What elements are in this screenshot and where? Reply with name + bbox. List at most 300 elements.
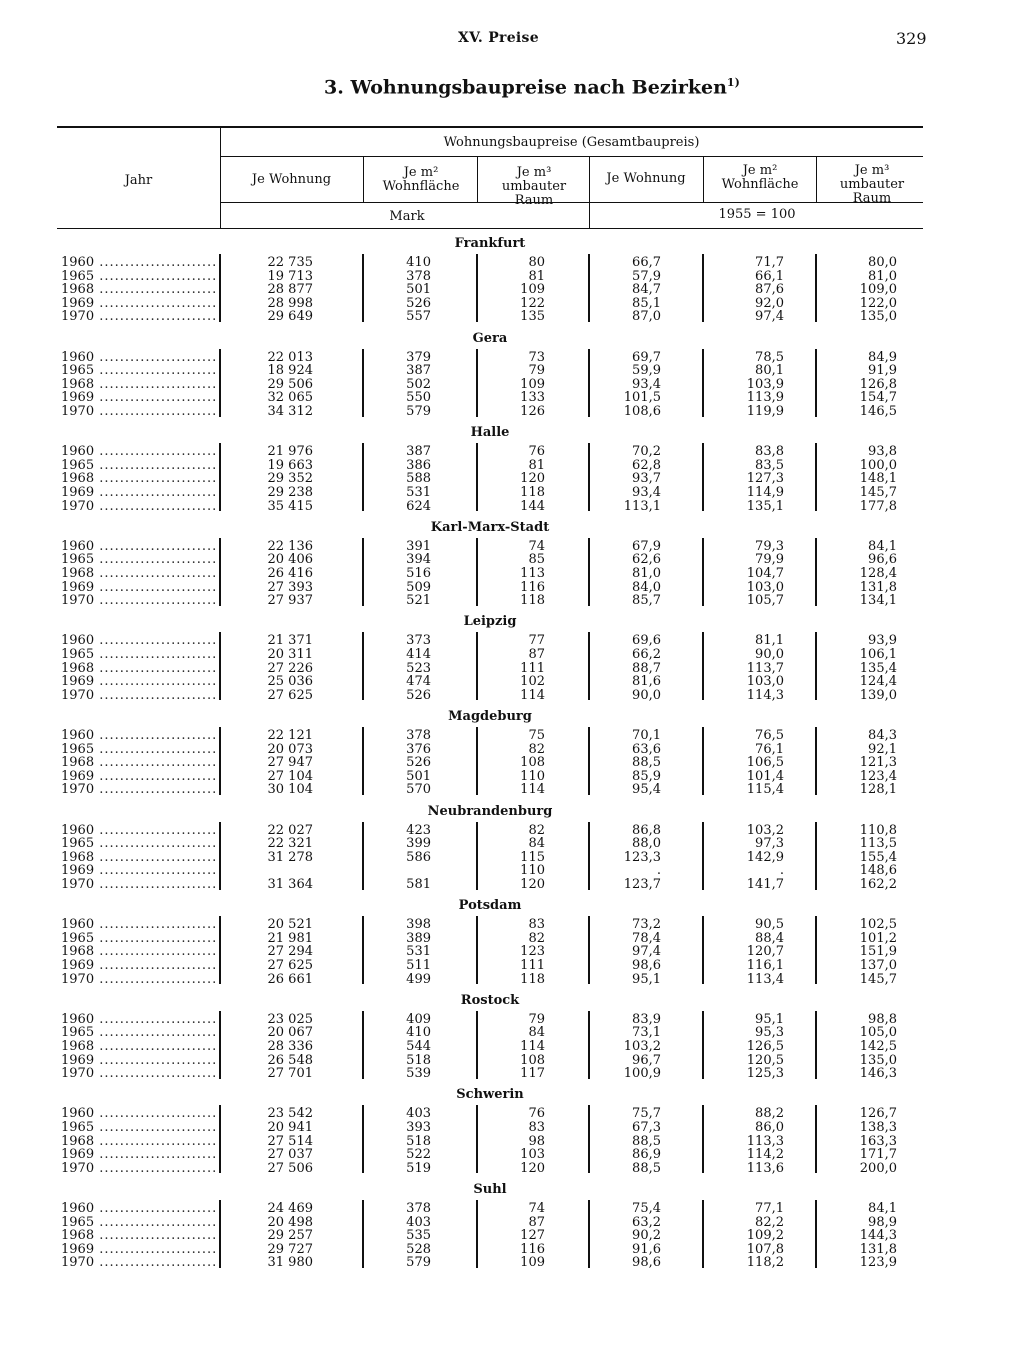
value-cell: 70,2 bbox=[632, 444, 661, 460]
value-cell: 87,6 bbox=[755, 282, 784, 298]
value-cell: 93,4 bbox=[632, 376, 661, 392]
value-cell: 87,0 bbox=[632, 309, 661, 325]
table-row bbox=[57, 378, 923, 392]
header-je-wohnung: Je Wohnung bbox=[251, 172, 332, 187]
value-cell: 67,9 bbox=[632, 538, 661, 554]
table-row bbox=[57, 1013, 923, 1027]
value-cell: 90,0 bbox=[755, 646, 784, 662]
value-cell: 105,0 bbox=[859, 1025, 897, 1041]
value-cell: 22 321 bbox=[267, 836, 313, 852]
value-cell: 75,4 bbox=[632, 1201, 661, 1216]
value-cell: 84,7 bbox=[632, 282, 661, 298]
value-cell: 107,8 bbox=[746, 1241, 784, 1257]
value-cell: 113 bbox=[520, 565, 545, 581]
value-cell: 91,6 bbox=[632, 1241, 661, 1257]
header-vline-6 bbox=[816, 156, 817, 202]
value-cell: 18 924 bbox=[267, 363, 313, 379]
value-cell: 87 bbox=[528, 1214, 545, 1230]
value-cell: 78,4 bbox=[632, 930, 661, 946]
value-cell: 66,7 bbox=[632, 255, 661, 270]
year-cell: 1970 ..... bbox=[61, 1162, 216, 1176]
year-cell: 1960 ..... bbox=[61, 824, 216, 838]
value-cell: 84,1 bbox=[868, 538, 897, 554]
value-cell: 23 025 bbox=[267, 1011, 313, 1027]
value-cell: 162,2 bbox=[859, 876, 897, 892]
value-cell: 103,0 bbox=[746, 579, 784, 595]
group-header-rule bbox=[220, 156, 923, 157]
value-cell: 144,3 bbox=[859, 1228, 897, 1244]
value-cell: 579 bbox=[406, 403, 431, 419]
value-cell: 118 bbox=[520, 971, 545, 987]
value-cell: 118 bbox=[520, 593, 545, 609]
value-cell: 88,4 bbox=[755, 930, 784, 946]
value-cell: 115 bbox=[520, 849, 545, 865]
value-cell: 501 bbox=[406, 282, 431, 298]
value-cell: 501 bbox=[406, 768, 431, 784]
value-cell: 100,9 bbox=[623, 1066, 661, 1082]
table-row bbox=[57, 662, 923, 676]
year-cell: 1968 ..... bbox=[61, 283, 216, 297]
table-row bbox=[57, 973, 923, 987]
value-cell: 93,4 bbox=[632, 484, 661, 500]
year-cell: 1968 ..... bbox=[61, 378, 216, 392]
year-cell: 1970 ..... bbox=[61, 1256, 216, 1270]
year-cell: 1969 ..... bbox=[61, 581, 216, 595]
value-cell: 20 941 bbox=[267, 1119, 313, 1135]
value-cell: 27 701 bbox=[267, 1066, 313, 1082]
value-cell: 135,0 bbox=[859, 309, 897, 325]
value-cell: 121,3 bbox=[859, 755, 897, 771]
table-row bbox=[57, 1148, 923, 1162]
district-heading: Suhl bbox=[473, 1182, 507, 1197]
table-row bbox=[57, 648, 923, 662]
value-cell: 70,1 bbox=[632, 728, 661, 743]
table-row bbox=[57, 1121, 923, 1135]
value-cell: 77,1 bbox=[755, 1201, 784, 1216]
value-cell: 142,5 bbox=[859, 1038, 897, 1054]
year-cell: 1960 ..... bbox=[61, 351, 216, 365]
value-cell: 557 bbox=[406, 309, 431, 325]
value-cell: 79 bbox=[528, 1011, 545, 1027]
value-cell: 78,5 bbox=[755, 349, 784, 365]
value-cell: 122,0 bbox=[859, 295, 897, 311]
value-cell: 82,2 bbox=[755, 1214, 784, 1230]
value-cell: 544 bbox=[406, 1038, 431, 1054]
value-cell: 523 bbox=[406, 660, 431, 676]
year-cell: 1965 ..... bbox=[61, 932, 216, 946]
table-row bbox=[57, 1040, 923, 1054]
value-cell: 171,7 bbox=[859, 1147, 897, 1163]
district-section bbox=[57, 331, 923, 427]
value-cell: 20 067 bbox=[267, 1025, 313, 1041]
value-cell: 128,4 bbox=[859, 565, 897, 581]
table-row bbox=[57, 634, 923, 648]
table-row bbox=[57, 297, 923, 311]
value-cell: 154,7 bbox=[859, 390, 897, 406]
value-cell: 27 506 bbox=[267, 1160, 313, 1176]
value-cell: 102,5 bbox=[859, 917, 897, 933]
value-cell: 526 bbox=[406, 755, 431, 771]
district-section bbox=[57, 804, 923, 900]
year-cell: 1960 ..... bbox=[61, 445, 216, 459]
value-cell: 114 bbox=[520, 782, 545, 798]
value-cell: 20 073 bbox=[267, 741, 313, 757]
table-title-text: 3. Wohnungsbaupreise nach Bezirken bbox=[324, 76, 727, 99]
value-cell: . bbox=[779, 863, 784, 879]
header-vline-2 bbox=[363, 156, 364, 202]
value-cell: 85,1 bbox=[632, 295, 661, 311]
value-cell: 79,9 bbox=[755, 552, 784, 568]
district-section bbox=[57, 898, 923, 994]
value-cell: 93,9 bbox=[868, 633, 897, 649]
year-cell: 1960 ..... bbox=[61, 918, 216, 932]
value-cell: 29 257 bbox=[267, 1228, 313, 1244]
value-cell: 69,7 bbox=[632, 349, 661, 365]
value-cell: 27 226 bbox=[267, 660, 313, 676]
district-section bbox=[57, 1182, 923, 1278]
table-row bbox=[57, 878, 923, 892]
district-heading: Rostock bbox=[460, 992, 520, 1008]
value-cell: 76,1 bbox=[755, 741, 784, 757]
value-cell: 114 bbox=[520, 687, 545, 703]
value-cell: 103,9 bbox=[746, 376, 784, 392]
value-cell: 20 406 bbox=[267, 552, 313, 568]
year-cell: 1965 ..... bbox=[61, 364, 216, 378]
value-cell: 19 663 bbox=[267, 457, 313, 473]
value-cell: 539 bbox=[406, 1066, 431, 1082]
year-cell: 1970 ..... bbox=[61, 405, 216, 419]
value-cell: 81 bbox=[528, 457, 545, 473]
table-row bbox=[57, 1162, 923, 1176]
value-cell: 108,6 bbox=[623, 403, 661, 419]
value-cell: 26 548 bbox=[267, 1052, 313, 1068]
value-cell: 83 bbox=[528, 1119, 545, 1135]
value-cell: 98,6 bbox=[632, 957, 661, 973]
table-row bbox=[57, 864, 923, 878]
value-cell: 90,2 bbox=[632, 1228, 661, 1244]
value-cell: 123,4 bbox=[859, 768, 897, 784]
value-cell: 123,9 bbox=[859, 1255, 897, 1271]
value-cell: 74 bbox=[528, 538, 545, 554]
header-bottom-rule bbox=[57, 228, 923, 229]
value-cell: 110 bbox=[520, 768, 545, 784]
value-cell: 84,3 bbox=[868, 728, 897, 743]
value-cell: 63,6 bbox=[632, 741, 661, 757]
value-cell: 531 bbox=[406, 484, 431, 500]
table-row bbox=[57, 256, 923, 270]
year-cell: 1970 ..... bbox=[61, 500, 216, 514]
value-cell: 27 514 bbox=[267, 1133, 313, 1149]
value-cell: 81,1 bbox=[755, 633, 784, 649]
value-cell: 123 bbox=[520, 944, 545, 960]
value-cell: 98,8 bbox=[868, 1011, 897, 1027]
value-cell: 29 352 bbox=[267, 471, 313, 487]
value-cell: 126,5 bbox=[746, 1038, 784, 1054]
value-cell: 84,1 bbox=[868, 1201, 897, 1216]
district-section bbox=[57, 614, 923, 710]
district-section bbox=[57, 520, 923, 616]
value-cell: 59,9 bbox=[632, 363, 661, 379]
value-cell: 95,1 bbox=[632, 971, 661, 987]
value-cell: 376 bbox=[406, 741, 431, 757]
value-cell: 151,9 bbox=[859, 944, 897, 960]
header-je-m3-index: Je m³ umbauter Raum bbox=[839, 163, 905, 206]
value-cell: 124,4 bbox=[859, 674, 897, 690]
district-section bbox=[57, 425, 923, 521]
value-cell: 75 bbox=[528, 728, 545, 743]
value-cell: 139,0 bbox=[859, 687, 897, 703]
table-row bbox=[57, 756, 923, 770]
value-cell: 84,0 bbox=[632, 579, 661, 595]
value-cell: 111 bbox=[520, 660, 545, 676]
table-row bbox=[57, 675, 923, 689]
value-cell: 82 bbox=[528, 822, 545, 838]
value-cell: 118,2 bbox=[746, 1255, 784, 1271]
year-cell: 1965 ..... bbox=[61, 1216, 216, 1230]
table-row bbox=[57, 1243, 923, 1257]
value-cell: 550 bbox=[406, 390, 431, 406]
value-cell: 27 104 bbox=[267, 768, 313, 784]
year-cell: 1968 ..... bbox=[61, 851, 216, 865]
table-row bbox=[57, 770, 923, 784]
value-cell: 414 bbox=[406, 646, 431, 662]
value-cell: 113,9 bbox=[746, 390, 784, 406]
value-cell: 145,7 bbox=[859, 971, 897, 987]
value-cell: 113,4 bbox=[746, 971, 784, 987]
year-cell: 1970 ..... bbox=[61, 783, 216, 797]
value-cell: 144 bbox=[520, 498, 545, 514]
value-cell: 91,9 bbox=[868, 363, 897, 379]
value-cell: 96,7 bbox=[632, 1052, 661, 1068]
year-cell: 1965 ..... bbox=[61, 648, 216, 662]
value-cell: 67,3 bbox=[632, 1119, 661, 1135]
year-cell: 1960 ..... bbox=[61, 634, 216, 648]
value-cell: 29 649 bbox=[267, 309, 313, 325]
table-row bbox=[57, 405, 923, 419]
table-row bbox=[57, 1054, 923, 1068]
value-cell: 116 bbox=[520, 1241, 545, 1257]
value-cell: 80,0 bbox=[868, 255, 897, 270]
table-row bbox=[57, 364, 923, 378]
year-cell: 1970 ..... bbox=[61, 689, 216, 703]
value-cell: 409 bbox=[406, 1011, 431, 1027]
value-cell: 28 877 bbox=[267, 282, 313, 298]
value-cell: 570 bbox=[406, 782, 431, 798]
value-cell: 104,7 bbox=[746, 565, 784, 581]
value-cell: 76,5 bbox=[755, 728, 784, 743]
value-cell: 103 bbox=[520, 1147, 545, 1163]
year-cell: 1968 ..... bbox=[61, 567, 216, 581]
value-cell: 73,1 bbox=[632, 1025, 661, 1041]
table-row bbox=[57, 743, 923, 757]
value-cell: 27 294 bbox=[267, 944, 313, 960]
value-cell: 22 121 bbox=[267, 728, 313, 743]
header-vline-5 bbox=[703, 156, 704, 202]
district-section bbox=[57, 236, 923, 332]
value-cell: 81 bbox=[528, 268, 545, 284]
value-cell: 105,7 bbox=[746, 593, 784, 609]
district-heading: Frankfurt bbox=[454, 236, 526, 251]
table-row bbox=[57, 1229, 923, 1243]
value-cell: 83,8 bbox=[755, 444, 784, 460]
value-cell: 34 312 bbox=[267, 403, 313, 419]
value-cell: 120,7 bbox=[746, 944, 784, 960]
table-row bbox=[57, 351, 923, 365]
value-cell: 120 bbox=[520, 1160, 545, 1176]
value-cell: 113,1 bbox=[623, 498, 661, 514]
value-cell: 22 027 bbox=[267, 822, 313, 838]
table-row bbox=[57, 689, 923, 703]
running-head: XV. Preise bbox=[458, 30, 539, 46]
year-cell: 1969 ..... bbox=[61, 770, 216, 784]
value-cell: 21 976 bbox=[267, 444, 313, 460]
year-cell: 1969 ..... bbox=[61, 675, 216, 689]
value-cell: 135,1 bbox=[746, 498, 784, 514]
value-cell: 119,9 bbox=[746, 403, 784, 419]
value-cell: 146,5 bbox=[859, 403, 897, 419]
year-cell: 1968 ..... bbox=[61, 945, 216, 959]
value-cell: 97,4 bbox=[755, 309, 784, 325]
value-cell: 110 bbox=[520, 863, 545, 879]
value-cell: 57,9 bbox=[632, 268, 661, 284]
year-cell: 1968 ..... bbox=[61, 1135, 216, 1149]
value-cell: 410 bbox=[406, 1025, 431, 1041]
year-cell: 1960 ..... bbox=[61, 1202, 216, 1216]
value-cell: 62,6 bbox=[632, 552, 661, 568]
value-cell: 25 036 bbox=[267, 674, 313, 690]
value-cell: 62,8 bbox=[632, 457, 661, 473]
value-cell: 98,9 bbox=[868, 1214, 897, 1230]
value-cell: 103,0 bbox=[746, 674, 784, 690]
value-cell: 403 bbox=[406, 1214, 431, 1230]
value-cell: 21 981 bbox=[267, 930, 313, 946]
year-cell: 1970 ..... bbox=[61, 1067, 216, 1081]
table-top-rule bbox=[57, 126, 923, 128]
value-cell: 114 bbox=[520, 1038, 545, 1054]
value-cell: 80,1 bbox=[755, 363, 784, 379]
table-row bbox=[57, 459, 923, 473]
value-cell: 85,7 bbox=[632, 593, 661, 609]
value-cell: 26 661 bbox=[267, 971, 313, 987]
value-cell: 126,8 bbox=[859, 376, 897, 392]
value-cell: 120,5 bbox=[746, 1052, 784, 1068]
value-cell: 509 bbox=[406, 579, 431, 595]
table-row bbox=[57, 500, 923, 514]
value-cell: 126 bbox=[520, 403, 545, 419]
table-row bbox=[57, 959, 923, 973]
value-cell: 526 bbox=[406, 295, 431, 311]
value-cell: 114,2 bbox=[746, 1147, 784, 1163]
year-cell: 1968 ..... bbox=[61, 1229, 216, 1243]
value-cell: 108 bbox=[520, 755, 545, 771]
value-cell: 531 bbox=[406, 944, 431, 960]
value-cell: 111 bbox=[520, 957, 545, 973]
table-row bbox=[57, 270, 923, 284]
value-cell: 103,2 bbox=[746, 822, 784, 838]
value-cell: 148,1 bbox=[859, 471, 897, 487]
value-cell: 88,2 bbox=[755, 1106, 784, 1122]
value-cell: 135 bbox=[520, 309, 545, 325]
year-cell: 1970 ..... bbox=[61, 878, 216, 892]
value-cell: 63,2 bbox=[632, 1214, 661, 1230]
value-cell: 115,4 bbox=[746, 782, 784, 798]
value-cell: 85,9 bbox=[632, 768, 661, 784]
value-cell: 125,3 bbox=[746, 1066, 784, 1082]
year-cell: 1960 ..... bbox=[61, 729, 216, 743]
value-cell: 581 bbox=[406, 876, 431, 892]
value-cell: 77 bbox=[528, 633, 545, 649]
value-cell: 101,2 bbox=[859, 930, 897, 946]
value-cell: 87 bbox=[528, 646, 545, 662]
value-cell: 624 bbox=[406, 498, 431, 514]
district-heading: Leipzig bbox=[463, 614, 517, 630]
value-cell: 79 bbox=[528, 363, 545, 379]
year-cell: 1969 ..... bbox=[61, 486, 216, 500]
value-cell: 102 bbox=[520, 674, 545, 690]
value-cell: 103,2 bbox=[623, 1038, 661, 1054]
year-cell: 1969 ..... bbox=[61, 959, 216, 973]
value-cell: 83,5 bbox=[755, 457, 784, 473]
value-cell: 26 416 bbox=[267, 565, 313, 581]
value-cell: 66,1 bbox=[755, 268, 784, 284]
value-cell: 106,5 bbox=[746, 755, 784, 771]
value-cell: 128,1 bbox=[859, 782, 897, 798]
value-cell: 109,2 bbox=[746, 1228, 784, 1244]
header-je-m2-index: Je m² Wohnfläche bbox=[721, 163, 799, 192]
value-cell: 98 bbox=[528, 1133, 545, 1149]
district-section bbox=[57, 1087, 923, 1183]
year-cell: 1968 ..... bbox=[61, 472, 216, 486]
value-cell: 586 bbox=[406, 849, 431, 865]
value-cell: 31 980 bbox=[267, 1255, 313, 1271]
table-row bbox=[57, 283, 923, 297]
district-heading: Gera bbox=[472, 330, 508, 346]
value-cell: 95,3 bbox=[755, 1025, 784, 1041]
value-cell: 76 bbox=[528, 444, 545, 460]
year-cell: 1970 ..... bbox=[61, 310, 216, 324]
value-cell: 88,5 bbox=[632, 1160, 661, 1176]
value-cell: 82 bbox=[528, 741, 545, 757]
year-cell: 1969 ..... bbox=[61, 1054, 216, 1068]
value-cell: 133 bbox=[520, 390, 545, 406]
value-cell: 27 393 bbox=[267, 579, 313, 595]
value-cell: 516 bbox=[406, 565, 431, 581]
value-cell: 29 238 bbox=[267, 484, 313, 500]
value-cell: 378 bbox=[406, 268, 431, 284]
table-row bbox=[57, 445, 923, 459]
value-cell: 535 bbox=[406, 1228, 431, 1244]
value-cell: 138,3 bbox=[859, 1119, 897, 1135]
value-cell: 81,0 bbox=[632, 565, 661, 581]
value-cell: 522 bbox=[406, 1147, 431, 1163]
value-cell: 35 415 bbox=[267, 498, 313, 514]
value-cell: 116,1 bbox=[746, 957, 784, 973]
value-cell: 118 bbox=[520, 484, 545, 500]
value-cell: 90,5 bbox=[755, 917, 784, 933]
value-cell: 95,4 bbox=[632, 782, 661, 798]
district-heading: Neubrandenburg bbox=[427, 803, 553, 819]
value-cell: 120 bbox=[520, 471, 545, 487]
value-cell: 113,3 bbox=[746, 1133, 784, 1149]
value-cell: 117 bbox=[520, 1066, 545, 1082]
value-cell: 27 947 bbox=[267, 755, 313, 771]
value-cell: 95,1 bbox=[755, 1011, 784, 1027]
table-row bbox=[57, 1202, 923, 1216]
value-cell: 403 bbox=[406, 1106, 431, 1122]
value-cell: 163,3 bbox=[859, 1133, 897, 1149]
value-cell: 394 bbox=[406, 552, 431, 568]
value-cell: . bbox=[656, 863, 661, 879]
